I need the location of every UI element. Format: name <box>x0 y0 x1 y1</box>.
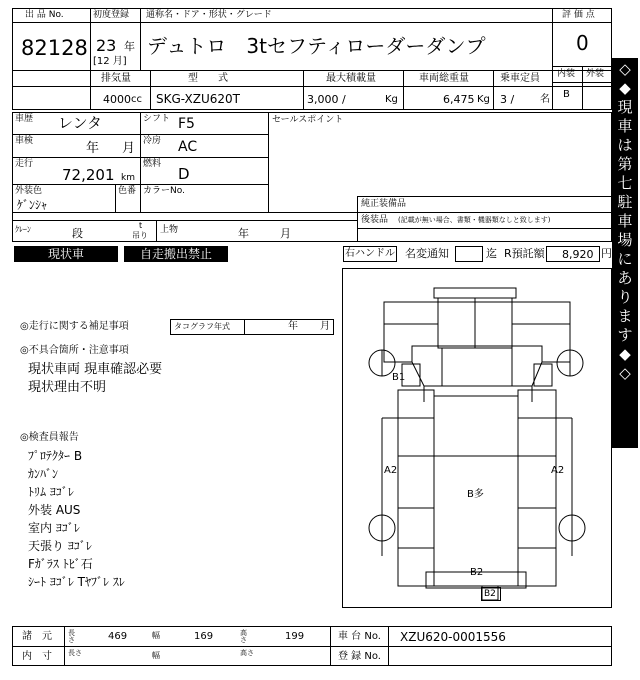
length-value: 469 <box>108 631 128 642</box>
color-label: 外装色 <box>15 186 43 196</box>
length-label-inner: 長さ <box>68 649 82 657</box>
crane-suri: 吊り <box>132 231 148 240</box>
first-reg-year: 23 <box>96 36 117 55</box>
recycle-label: R預託額 <box>504 247 545 260</box>
tachograph-year: 年 <box>288 321 298 332</box>
defect-line-2: 現状理由不明 <box>28 380 107 395</box>
seats-value: 3 / <box>500 93 515 106</box>
overall-grade: 0 <box>576 31 589 55</box>
crane-label: ｸﾚｰﾝ <box>15 225 31 234</box>
grade-label: 評 価 点 <box>562 10 595 20</box>
inspector-line-4: 外装 AUS <box>28 503 81 517</box>
color-no-suffix: カラーNo. <box>143 186 185 196</box>
inspection-month: 月 <box>122 141 136 156</box>
shift-value: F5 <box>178 116 195 132</box>
damage-mark-b-many: B多 <box>467 489 484 500</box>
mileage-unit: km <box>121 173 135 183</box>
ac-label: 冷房 <box>143 136 162 146</box>
color-value: ｹﾞﾝｼｬ <box>17 198 48 212</box>
weight-value: 6,475 <box>443 93 475 106</box>
crane-t: t <box>139 221 143 230</box>
displacement-value: 4000 <box>103 93 131 106</box>
displacement-unit: cc <box>131 94 142 105</box>
first-reg-year-unit: 年 <box>124 40 135 53</box>
ac-value: AC <box>178 139 198 155</box>
cargo-bed <box>398 390 556 586</box>
equipment-label: 純正装備品 <box>361 199 407 209</box>
driving-notes-title: ◎走行に関する補足事項 <box>20 321 129 332</box>
model-label: 型 式 <box>188 73 228 84</box>
weight-unit: Kg <box>477 94 490 105</box>
lot-number: 82128 <box>21 36 88 60</box>
inner-label: 内 寸 <box>22 651 52 662</box>
inspector-line-2: ｶﾝﾊﾞﾝ <box>28 467 59 481</box>
upper-month: 月 <box>280 227 291 240</box>
self-drive-prohibited-button[interactable]: 自走搬出禁止 <box>124 246 228 262</box>
inspector-line-5: 室内 ﾖｺﾞﾚ <box>28 521 80 535</box>
upper-body <box>384 302 570 362</box>
upper-label: 上物 <box>160 225 179 235</box>
shift-label: シフト <box>143 114 171 124</box>
capacity-unit: Kg <box>385 94 398 105</box>
aftermarket-note: (記載が無い場合、書類・機器類なしと致します) <box>398 216 551 224</box>
displacement-label: 排気量 <box>101 73 131 84</box>
recycle-unit: 円 <box>601 247 612 260</box>
height-label-inner: 高さ <box>240 649 254 657</box>
damage-mark-a2-left: A2 <box>384 465 398 476</box>
sales-point-label: セールスポイント <box>272 115 344 125</box>
inspector-line-8: ｼｰﾄ ﾖｺﾞﾚ Tﾔﾌﾞﾚ ｽﾚ <box>28 575 125 589</box>
tachograph-label: タコグラフ年式 <box>174 322 230 331</box>
dims-label: 諸 元 <box>22 631 52 642</box>
chassis-label: 車 台 No. <box>338 631 381 642</box>
defect-line-1: 現状車両 現車確認必要 <box>28 362 163 377</box>
aftermarket-label: 後装品 <box>361 215 389 225</box>
inspector-report-title: ◎検査員報告 <box>20 432 79 443</box>
height-label: 高さ <box>240 629 247 644</box>
inspector-line-6: 天張り ﾖｺﾞﾚ <box>28 539 92 553</box>
seats-label: 乗車定員 <box>500 73 540 84</box>
inspection-label: 車検 <box>15 136 34 146</box>
inspector-line-3: ﾄﾘﾑ ﾖｺﾞﾚ <box>28 485 74 499</box>
width-value: 169 <box>194 631 214 642</box>
name-change-box <box>455 246 483 262</box>
color-no-label: 色番 <box>118 186 137 196</box>
width-label: 幅 <box>152 631 160 640</box>
interior-grade: B <box>563 89 570 100</box>
first-reg-label: 初度登録 <box>93 10 130 20</box>
name-change-suffix: 迄 <box>486 247 497 260</box>
height-value: 199 <box>285 631 305 642</box>
steering-value: 右ハンドル <box>345 248 395 259</box>
capacity-value: 3,000 / <box>307 93 346 106</box>
history-label: 車歴 <box>15 114 34 124</box>
damage-mark-b2-bumper: B2 <box>470 567 484 578</box>
registration-label: 登 録 No. <box>338 651 381 662</box>
inspector-line-7: Fｶﾞﾗｽ ﾄﾋﾞ石 <box>28 557 93 571</box>
lot-label: 出 品 No. <box>25 10 64 20</box>
model-value: SKG-XZU620T <box>156 92 240 106</box>
name-label: 通称名・ドア・形状・グレード <box>146 10 272 20</box>
inspection-year: 年 <box>86 141 100 156</box>
capacity-label: 最大積載量 <box>326 73 376 84</box>
vehicle-name: デュトロ 3tセフティローダーダンプ <box>147 34 486 58</box>
width-label-inner: 幅 <box>152 651 160 660</box>
inspector-line-1: ﾌﾟﾛﾃｸﾀｰ B <box>28 449 83 463</box>
mileage-label: 走行 <box>15 159 34 169</box>
upper-year: 年 <box>238 227 249 240</box>
crane-dan: 段 <box>72 227 83 240</box>
recycle-value: 8,920 <box>562 248 594 261</box>
rear-bumper <box>434 288 516 298</box>
seats-unit: 名 <box>540 94 550 105</box>
fuel-label: 燃料 <box>143 159 162 169</box>
weight-label: 車両総重量 <box>419 73 469 84</box>
defect-notes-title: ◎不具合箇所・注意事項 <box>20 345 129 356</box>
truck-diagram <box>342 268 612 608</box>
damage-mark-b1: B1 <box>392 372 406 383</box>
tachograph-month: 月 <box>320 321 330 332</box>
name-change-label: 名変通知 <box>405 247 449 260</box>
fuel-value: D <box>178 165 190 183</box>
interior-label: 内装 <box>557 69 576 79</box>
damage-mark-b2-tag: B2 <box>484 589 496 599</box>
mileage-value: 72,201 <box>62 166 115 184</box>
chassis-value: XZU620-0001556 <box>400 630 506 644</box>
exterior-label: 外装 <box>586 69 605 79</box>
length-label: 長さ <box>68 629 75 644</box>
damage-mark-a2-right: A2 <box>551 465 565 476</box>
first-reg-month: [12 月] <box>93 56 127 67</box>
current-condition-button[interactable]: 現状車 <box>14 246 118 262</box>
history-value: レンタ <box>58 114 103 132</box>
location-notice: ◇ ◆ 現 車 は 第 七 駐 車 場 に あ り ま す ◆ ◇ <box>612 58 638 448</box>
